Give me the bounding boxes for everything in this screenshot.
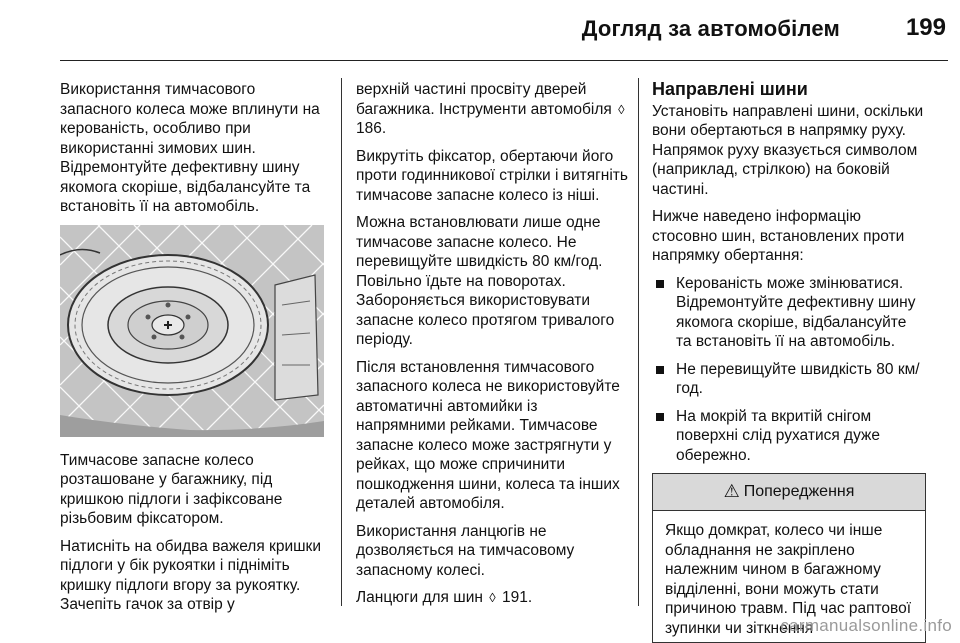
warning-text: Якщо домкрат, колесо чи інше обладнання не закріплено належним чином в багажному відділенні, вони можуть стати причиною травм. Під час раптової зупинки чи зіткнення: [665, 522, 912, 637]
warning-triangle-icon: ⚠: [723, 481, 740, 502]
page-number: 199: [905, 14, 946, 41]
chains-reference-paragraph: [356, 588, 628, 608]
column-right: [652, 80, 926, 643]
chains-text: Ланцюги для шин: [356, 589, 483, 606]
car-wash-paragraph: Після встановлення тимчасового запасного колеса не використовуйте автоматичні автомийки із напрямними рейками. Тимчасове запасне колесо може застрягнути у рейках, що може спричинити пошкодження шини, колеса та інших деталей автомобіля.: [356, 358, 620, 512]
chains-not-allowed-paragraph: Використання ланцюгів не дозволяється на тимчасовому запасному колесі.: [356, 522, 575, 579]
page-reference-icon: ◊: [489, 590, 496, 605]
tools-paragraph: [356, 80, 628, 139]
spare-wheel-illustration: [60, 225, 324, 437]
page-reference-icon: ◊: [618, 101, 625, 117]
unscrew-paragraph: Викрутіть фіксатор, обертаючи його проти годинникової стрілки і витягніть тимчасове запасне колесо із ніші.: [356, 147, 628, 204]
reverse-mounting-paragraph: Нижче наведено інформацію стосовно шин, встановлених проти напрямку обертання:: [652, 208, 905, 264]
spare-wheel-drawing: [60, 225, 324, 437]
column-divider-1: [341, 78, 342, 606]
list-item: Не перевищуйте швидкість 80 км/год.: [652, 360, 926, 399]
speed-limit-paragraph: Можна встановлювати лише одне тимчасове запасне колесо. Не перевищуйте швидкість 80 км/год. Повільно їдьте на поворотах. Забороняється використовувати запасне колесо протягом тривалого періоду.: [356, 214, 615, 348]
header-divider: [60, 60, 948, 61]
list-item: Керованість може змінюватися. Відремонтуйте дефективну шину якомога скоріше, відбалансуйте та встановіть її на автомобіль.: [652, 274, 926, 352]
list-item: На мокрій та вкритій снігом поверхні слід рухатися дуже обережно.: [652, 407, 926, 466]
consequences-list: [652, 274, 926, 466]
square-bullet-icon: [656, 413, 664, 421]
warning-title: Попередження: [743, 483, 855, 501]
chains-page-ref[interactable]: 191.: [501, 589, 533, 606]
running-header-title: Догляд за автомобілем: [581, 16, 840, 41]
watermark: carmanualsonline.info: [780, 616, 952, 635]
intro-paragraph: Використання тимчасового запасного колеса може вплинути на керованість, особливо при використанні зимових шин. Відремонтуйте дефективну шину якомога скоріше, відбалансуйте та встановіть її на автомобіль.: [60, 81, 320, 215]
column-divider-2: [638, 78, 639, 606]
tools-text: верхній частині просвіту дверей багажника. Інструменти автомобіля: [356, 81, 612, 118]
section-title: Направлені шини: [652, 79, 808, 99]
tools-page-ref[interactable]: 186.: [356, 120, 387, 137]
square-bullet-icon: [656, 366, 664, 374]
floor-cover-paragraph: Натисніть на обидва важеля кришки підлоги у бік рукоятки і підніміть кришку підлоги вгору за рукоятку. Зачепіть гачок за отвір у: [60, 537, 321, 613]
square-bullet-icon: [656, 280, 664, 288]
warning-header: [653, 474, 925, 511]
directional-tyres-paragraph: Установіть направлені шини, оскільки вони обертаються в напрямку руху. Напрямок руху вказується символом (наприклад, стрілкою) на боковій частині.: [652, 102, 924, 198]
column-middle: [356, 80, 628, 616]
image-caption: Тимчасове запасне колесо розташоване у багажнику, під кришкою підлоги і зафіксоване різьбовим фіксатором.: [60, 451, 283, 527]
column-left: [60, 80, 328, 623]
